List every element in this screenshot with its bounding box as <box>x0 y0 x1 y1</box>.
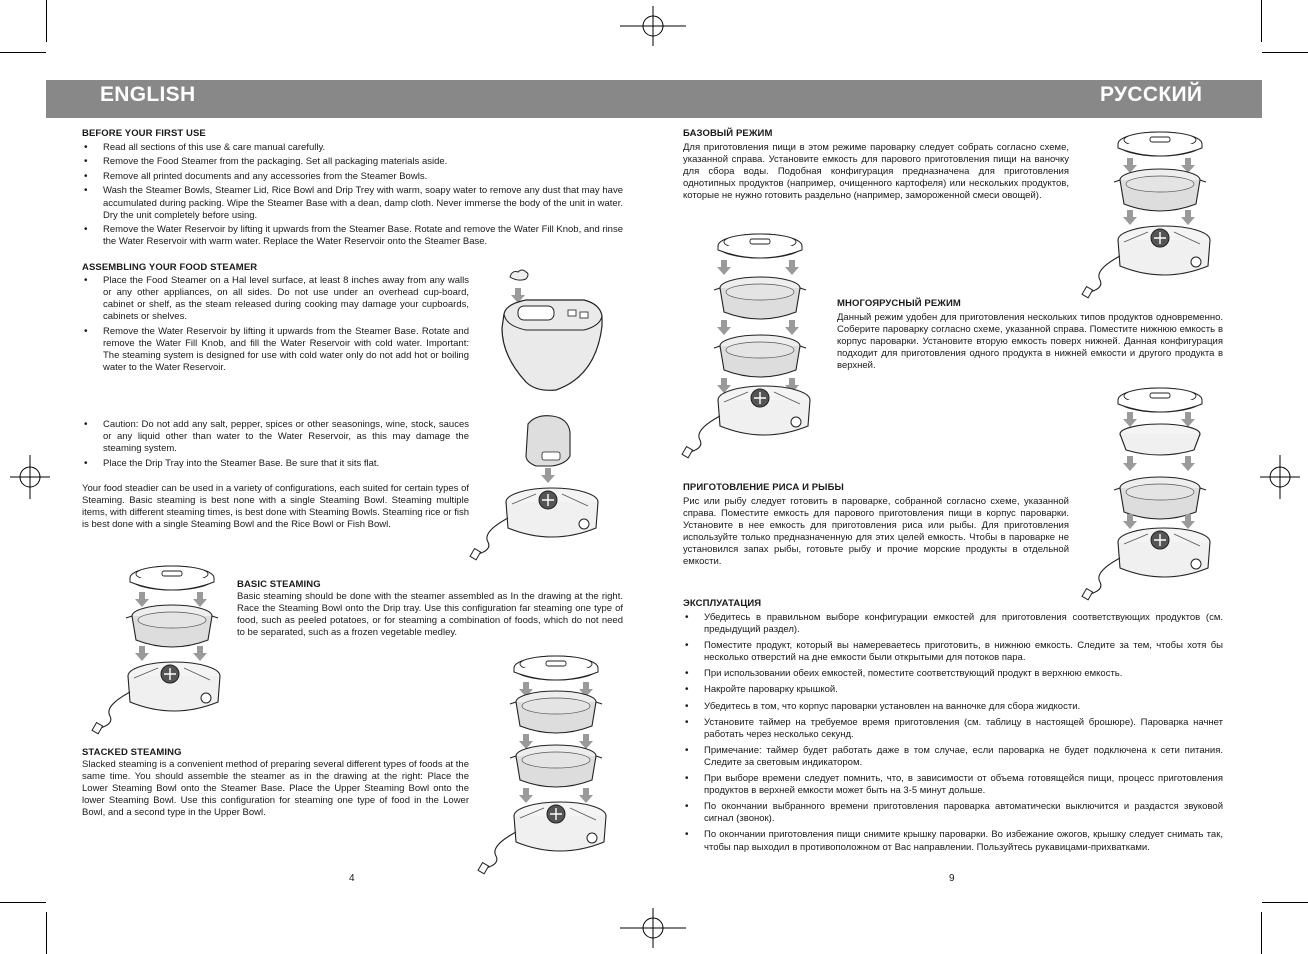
page-number-right: 9 <box>949 873 955 884</box>
list-item: • Убедитесь в том, что корпус пароварки установлен на ванночке для сбора жидкости. <box>683 701 1223 713</box>
list-item: • Установите таймер на требуемое время приготовления (см. таблицу в настоящей брошюре). Пароварка начнет работать через несколько секунд. <box>683 717 1223 741</box>
basic-steaming-illustration <box>88 558 228 728</box>
list-item: • Примечание: таймер будет работать даже в том случае, если пароварка не будет подключена к сети питания. Следите за световым индикатором. <box>683 745 1223 769</box>
first-use-list <box>82 142 623 251</box>
ru-operation-heading: ЭКСПЛУАТАЦИЯ <box>683 598 762 609</box>
registration-mark-right-icon <box>1260 455 1300 499</box>
list-item: • Remove all printed documents and any accessories from the Steamer Bowls. <box>82 171 623 183</box>
list-item: • Place the Food Steamer on a Hal level surface, at least 8 inches away from any walls or any other appliances, on all sides. Do not use under an overhead cup-board, cabinet or shelf, as the steam released during cooking may damage your cupboards, cabinets or shelves. <box>82 275 469 323</box>
ru-rice-text: Рис или рыбу следует готовить в пароварке, собранной согласно схеме, указанной справа. Поместите емкость для парового приготовления пищи в корпус пароварки. Установите в нее емкость для приготовления риса или рыбы. Для приготовления используйте только предназначенную для этих целей емкость. Чтобы в пароварке не установился запах рыбы, готовьте рыбу и прочие морские продукты в отдельной емкости. <box>683 496 1069 568</box>
ru-basic-illustration <box>1084 128 1220 298</box>
ru-operation-list <box>683 612 1223 858</box>
list-item: • Remove the Water Reservoir by lifting it upwards from the Steamer Base. Rotate and remove the Water Fill Knob, and fill the Water Reservoir with cold water. Important: The steaming system is designed for use with cold water only do not add hot or boiling water to the Water Reservoir. <box>82 326 469 374</box>
stacked-steaming-text: Slacked steaming is a convenient method of preparing several different types of foods at the same time. You should assemble the steamer as in the drawing at the right: Place the Lower Steaming Bowl onto the Steamer Base. Place the Upper Steaming Bowl onto the lower Steaming Bowl. Use this configuration for steaming one type of food in the Lower Bowl, and a second type in the Upper Bowl. <box>82 759 469 819</box>
list-item: • Caution: Do not add any salt, pepper, spices or other seasonings, wine, stock, sauces or any liquid other than water to the Water Reservoir, as this may damage the steaming system. <box>82 419 469 455</box>
list-item: • Wash the Steamer Bowls, Steamer Lid, Rice Bowl and Drip Trey with warm, soapy water to remove any dust that may have accumulated during packing. Wipe the Steamer Base with a dean, damp cloth. Never immerse the body of the unit in water. Dry the unit completely before using. <box>82 185 623 221</box>
ru-multi-text: Данный режим удобен для приготовления нескольких типов продуктов одновременно. Соберите пароварку согласно схеме, указанной справа. Поместите нижнюю емкость в корпус пароварки. Установите вторую емкость поверх нижней. Данная конфигурация подходит для приготовления одного продукта в нижней емкости и другого продукта в верхней. <box>837 312 1223 372</box>
caution-list <box>82 419 469 472</box>
registration-mark-left-icon <box>10 455 50 499</box>
first-use-heading: BEFORE YOUR FIRST USE <box>82 128 206 139</box>
ru-rice-illustration <box>1084 384 1220 594</box>
assembling-list <box>82 275 469 377</box>
list-item: • Накройте пароварку крышкой. <box>683 684 1223 696</box>
ru-basic-text: Для приготовления пищи в этом режиме пароварку следует собрать согласно схеме, указанной справа. Установите емкость для парового приготовления пищи на ваночку для сбора воды. Подобная конфигурация предназначена для приготовления однотипных продуктов (например, очищенного картофеля) или нескольких продуктов, которые не нужно готовить раздельно (например, замороженной смеси овощей). <box>683 142 1069 202</box>
list-item: • Remove the Food Steamer from the packaging. Set all packaging materials aside. <box>82 156 623 168</box>
header-band <box>46 80 1262 118</box>
ru-rice-heading: ПРИГОТОВЛЕНИЕ РИСА И РЫБЫ <box>683 482 844 493</box>
assembling-heading: ASSEMBLING YOUR FOOD STEAMER <box>82 262 258 273</box>
list-item: • При выборе времени следует помнить, что, в зависимости от объема готовящейся пищи, процесс приготовления продуктов в верхней емкости может быть на 3-5 минут дольше. <box>683 773 1223 797</box>
list-item: • Read all sections of this use & care manual carefully. <box>82 142 623 154</box>
page-number-left: 4 <box>349 873 355 884</box>
registration-mark-bottom-icon <box>620 908 686 948</box>
configurations-paragraph: Your food steadier can be used in a variety of configurations, each suited for certain types of Steaming. Basic steaming is best none with a single Steaming Bowl. Steaming multiple items, with different steaming times, is best done with Steaming Bowls. Steaming rice or fish is best done with a single Steaming Bowl and the Rice Bowl or Fish Bowl. <box>82 483 469 531</box>
ru-multi-illustration <box>684 228 814 453</box>
list-item: • Place the Drip Tray into the Steamer Base. Be sure that it sits flat. <box>82 458 469 470</box>
basic-steaming-text: Basic steaming should be done with the steamer assembled as In the drawing at the right. Race the Steaming Bowl onto the Drip tray. Use this configuration far steaming one type of food, such as peeled potatoes, or for steaming a combination of foods, which do not need to be separated, such as a frozen vegetable medley. <box>237 591 623 639</box>
english-title: ENGLISH <box>100 83 196 106</box>
russian-title: РУССКИЙ <box>1100 83 1203 106</box>
drip-tray-illustration <box>496 410 608 552</box>
list-item: • По окончании приготовления пищи снимите крышку пароварки. Во избежание ожогов, крышку следует снимать так, чтобы пар выходил в противоположном от Вас направлении. Пользуйтесь рукавицами-прихватками. <box>683 829 1223 853</box>
water-reservoir-illustration <box>496 266 606 396</box>
list-item: • При использовании обеих емкостей, поместите соответствующий продукт в верхнюю емкость. <box>683 668 1223 680</box>
list-item: • По окончании выбранного времени приготовления пароварка автоматически выключится и раздастся звуковой сигнал (звонок). <box>683 801 1223 825</box>
ru-basic-heading: БАЗОВЫЙ РЕЖИМ <box>683 128 773 139</box>
list-item: • Поместите продукт, который вы намереваетесь приготовить, в нижнюю емкость. Следите за тем, чтобы хотя бы несколько отверстий на дне емкости были открытыми для потоков пара. <box>683 640 1223 664</box>
ru-multi-heading: МНОГОЯРУСНЫЙ РЕЖИМ <box>837 298 961 309</box>
basic-steaming-heading: BASIC STEAMING <box>237 579 321 590</box>
stacked-steaming-illustration <box>486 650 622 870</box>
list-item: • Remove the Water Reservoir by lifting it upwards from the Steamer Base. Rotate and remove the Water Fill Knob, and rinse the Water Reservoir with warm water. Replace the Water Reservoir onto the Steamer Base. <box>82 224 623 248</box>
stacked-steaming-heading: STACKED STEAMING <box>82 747 182 758</box>
registration-mark-top-icon <box>620 6 686 46</box>
list-item: • Убедитесь в правильном выборе конфигурации емкостей для приготовления соответствующих продуктов (см. предыдущий раздел). <box>683 612 1223 636</box>
